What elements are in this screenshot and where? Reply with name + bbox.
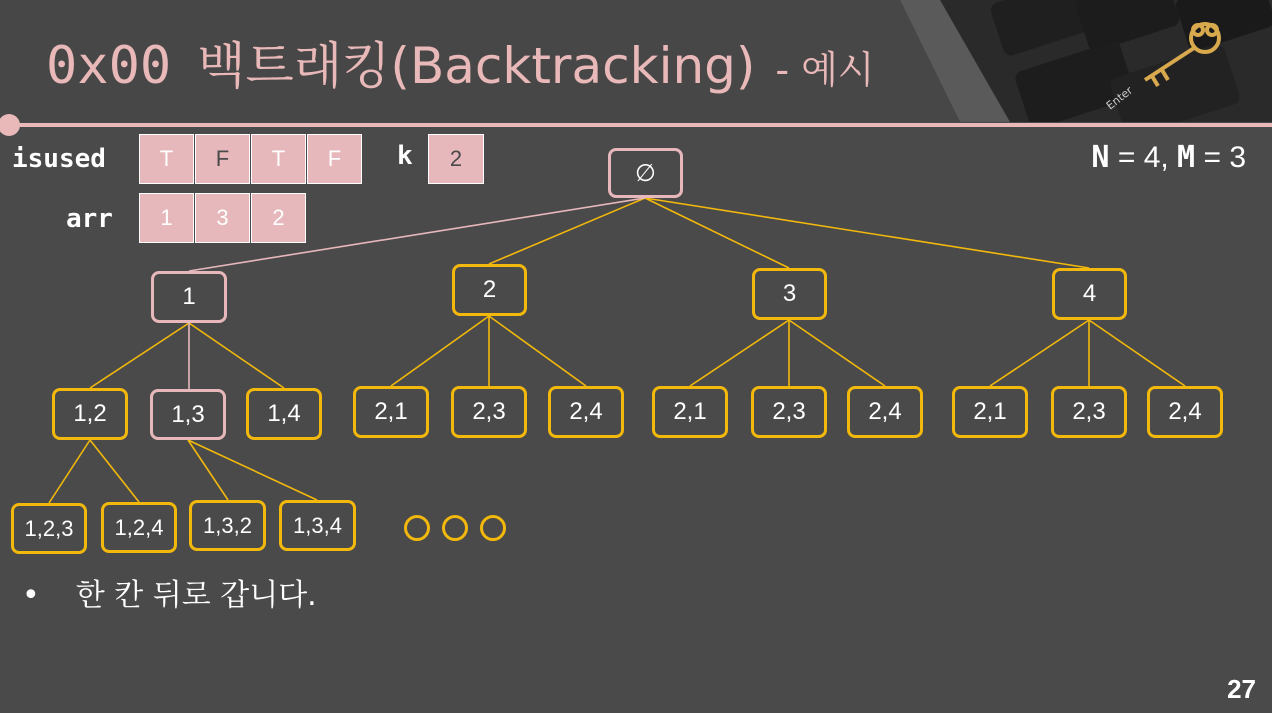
isused-cell-1: T [139,134,194,184]
tree-node-1-4: 1,4 [246,388,322,440]
ellipsis-dot [442,515,468,541]
k-label: k [397,141,413,171]
tree-node-3-4: 2,4 [847,386,923,438]
arr-cell-1: 1 [139,193,194,243]
isused-label: isused [12,144,106,174]
tree-node-4-1: 2,1 [952,386,1028,438]
arr-cell-2: 3 [195,193,250,243]
m-label: M [1177,140,1196,175]
arr-label: arr [66,204,113,234]
n-m-parameters: N = 4, M = 3 [1091,140,1246,175]
n-value: 4 [1143,141,1161,174]
edge-root-4 [645,198,1089,268]
isused-cell-3: T [251,134,306,184]
tree-node-2-4: 2,4 [548,386,624,438]
n-label: N [1091,140,1110,175]
tree-node-1: 1 [151,271,227,323]
bullet-text: 한 칸 뒤로 갑니다. [75,578,317,613]
tree-node-1-3-2: 1,3,2 [189,500,266,551]
title-suffix: - 예시 [775,48,875,92]
tree-node-2: 2 [452,264,527,316]
tree-node-4-3: 2,3 [1051,386,1127,438]
arr-cell-3: 2 [251,193,306,243]
enter-key-label: Enter [1103,83,1136,113]
tree-node-1-2-3: 1,2,3 [11,503,87,554]
tree-node-1-2: 1,2 [52,388,128,440]
m-value: 3 [1229,141,1246,174]
tree-node-2-1: 2,1 [353,386,429,438]
isused-cell-4: F [307,134,362,184]
tree-node-root: ∅ [608,148,683,198]
page-number: 27 [1227,674,1256,704]
ellipsis-dot [404,515,430,541]
tree-node-4: 4 [1052,268,1127,320]
tree-node-4-4: 2,4 [1147,386,1223,438]
title-main: 백트래킹(Backtracking) [197,37,756,95]
k-cell: 2 [428,134,484,184]
tree-node-1-3-4: 1,3,4 [279,500,356,551]
tree-node-1-2-4: 1,2,4 [101,502,177,553]
edge-1-12 [90,323,189,388]
title-code: 0x00 [46,36,172,96]
edge-root-3 [645,198,789,268]
ellipsis-dots [404,515,506,541]
bullet-point [22,570,317,614]
tree-node-3-3: 2,3 [751,386,827,438]
tree-node-3-1: 2,1 [652,386,728,438]
tree-node-2-3: 2,3 [451,386,527,438]
bullet-icon: • [22,578,40,613]
edge-root-2 [489,198,645,264]
edge-1-14 [189,323,284,388]
edge-root-1 [189,198,645,271]
ellipsis-dot [480,515,506,541]
tree-node-1-3: 1,3 [150,389,226,440]
tree-node-3: 3 [752,268,827,320]
isused-cell-2: F [195,134,250,184]
